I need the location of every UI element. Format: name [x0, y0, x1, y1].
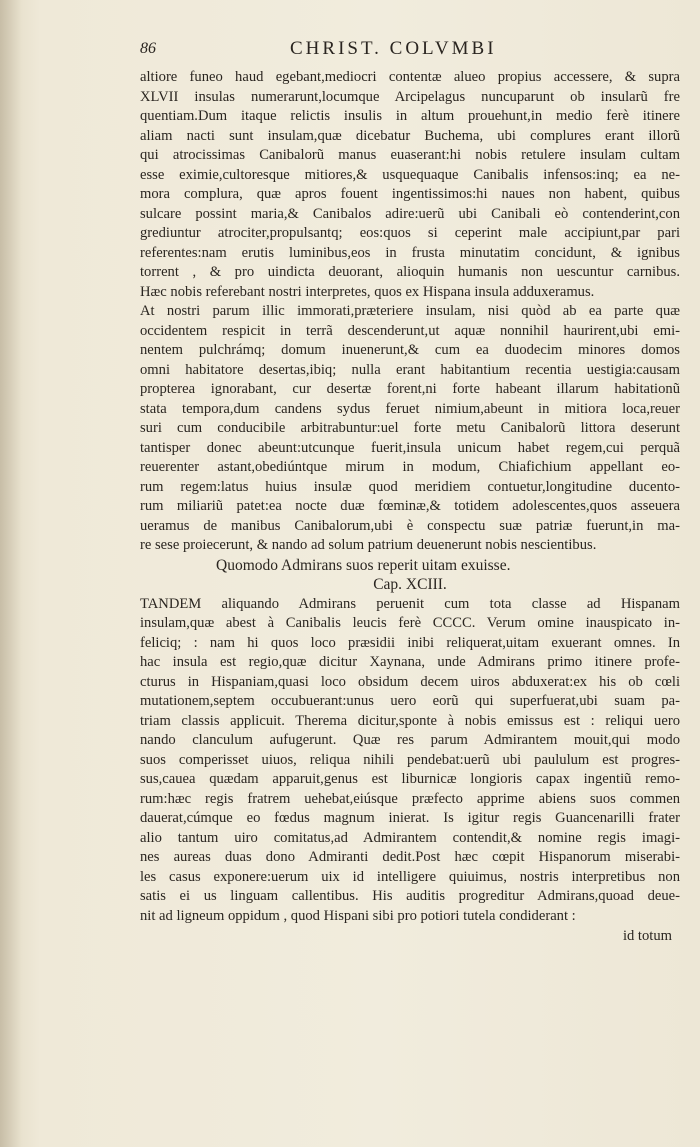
chapter-title: Quomodo Admirans suos reperit uitam exuisse. — [216, 556, 511, 574]
text-line: re sese proiecerunt, & nando ad solum patrium deuenerunt nobis nescientibus. — [140, 537, 597, 553]
text-line: At nostri parum illic immorati,præteriere insulam, nisi quòd ab ea parte quæ — [140, 303, 680, 319]
running-head — [140, 40, 680, 64]
text-line: quentiam.Dum itaque relictis insulis in altum prouehunt,in medio ferè itinere — [140, 108, 680, 124]
text-line: occidentem respicit in terrã descenderunt,ut aquæ nonnihil haurirent,ubi emi- — [140, 322, 680, 339]
text-line: nentem pulchrámq; domum inuenerunt,& cum ea duodecim minores domos — [140, 342, 680, 358]
catchword: id totum — [622, 928, 672, 944]
paragraph-1 — [140, 68, 680, 302]
text-block — [140, 68, 680, 946]
text-line: feliciq; : nam hi quos loco præsidii inibi reliquerat,uitam exuerant omnes. In — [140, 634, 680, 651]
text-line: dauerat,cúmque eo fœdus magnum inierat. Is igitur regis Guancenarilli frater — [140, 810, 680, 826]
text-line: nit ad ligneum oppidum , quod Hispani sibi pro potiori tutela condiderant : — [140, 907, 576, 924]
text-line: aliam nacti sunt insulam,quæ dicebatur Buchema, ubi complures erant illorũ — [140, 127, 680, 144]
text-line: hac insula est regio,quæ dicitur Xaynana, unde Admirans primo itinere profe- — [140, 654, 680, 670]
text-line: cturus in Hispaniam,quasi loco obsidum decem uiros abduxerat:ex his ob cœli — [140, 673, 680, 690]
text-line: ueramus de manibus Canibalorum,ubi è conspectu suæ patriæ fuerunt,in ma- — [140, 517, 680, 534]
text-line: Hæc nobis referebant nostri interpretes, quos ex Hispana insula adduxeramus. — [140, 283, 595, 300]
text-line: stata tempora,dum candens sydus feruet nimium,abeunt in mitiora loca,reuer — [140, 400, 680, 417]
text-line: les casus exponere:uerum uix id intelligere quiuimus, nostris interpretibus non — [140, 868, 680, 885]
text-line: sus,cauea quædam apparuit,genus est liburnicæ longioris capax ingentiũ remo- — [140, 771, 680, 787]
text-line: insulam,quæ abest à Canibalis leucis ferè CCCC. Verum omine inauspicato in- — [140, 615, 680, 631]
text-line: propterea ignorabant, cur desertæ forent,ni forte habeant illarum habitationũ — [140, 381, 680, 397]
page-number: 86 — [140, 40, 156, 57]
text-line: rum:hæc regis fratrem uehebat,eiúsque præfecto apprime abiens suos commen — [140, 790, 680, 807]
text-line: reuerenter astant,obediúntque mirum in modum, Chiafichium appellant eo- — [140, 459, 680, 475]
text-line: mora complura, quæ apros fouent ingentissimos:hi naues non habent, quibus — [140, 186, 680, 202]
gutter-shadow — [0, 0, 22, 1147]
text-line: tantisper donec abeunt:utcunque fuerit,insula unicum habet regem,cui perquã — [140, 439, 680, 456]
text-line: qui atrocissimas Canibalorũ manus euaserant:hi nobis retulere insulam cultam — [140, 147, 680, 163]
text-line: sulcare possint maria,& Canibalos adire:uerũ ubi Canibali eò contenderint,con — [140, 205, 680, 222]
text-line: suri cum conducibile arbitrabuntur:uel forte metu Canibalorũ littora deserunt — [140, 420, 680, 436]
text-line: nes aureas duas dono Admiranti dedit.Post hæc cœpit Hispanorum miserabi- — [140, 849, 680, 865]
text-line: esse eximie,cultoresque mitiores,& usquequaque Canibalis infensos:inq; ea ne- — [140, 166, 680, 183]
text-line: triam classis applicuit. Therema dicitur,sponte à nobis emissus est : reliqui uero — [140, 712, 680, 729]
text-line: grediuntur atrociter,propulsantq; eos:quos si ceperint male accipiunt,par pari — [140, 225, 680, 241]
paragraph-3 — [140, 595, 680, 927]
text-line: alio tantum uiro comitatus,ad Admirantem contendit,& nomine regis imagi- — [140, 829, 680, 846]
text-line: mutationem,septem occubuerant:unus uero eorũ qui superfuerat,ubi suam pa- — [140, 693, 680, 709]
text-line: XLVII insulas numerarunt,locumque Arcipelagus nuncuparunt ob insularũ fre — [140, 88, 680, 105]
text-line: rum miliariũ patet:ea nocte duæ fœminæ,& totidem adolescentes,quos asseuera — [140, 498, 680, 514]
paragraph-2 — [140, 302, 680, 556]
text-line: satis ei us linguam callentibus. His auditis progreditur Admirans,quoad deue- — [140, 888, 680, 904]
running-title: CHRIST. COLVMBI — [290, 38, 497, 59]
text-line: nando clanculum aufugerunt. Quæ res parum Admirantem mouit,qui modo — [140, 732, 680, 748]
text-line: altiore funeo haud egebant,mediocri contentæ alueo propius accessere, & supra — [140, 69, 680, 85]
text-line: TANDEM aliquando Admirans peruenit cum tota classe ad Hispanam — [140, 595, 680, 612]
text-line: omni habitatore desertas,ibiq; nulla erant habitantium recentia uestigia:causam — [140, 361, 680, 378]
text-line: referentes:nam erutis luminibus,eos in frusta minutatim concidunt, & ignibus — [140, 244, 680, 261]
chapter-number: Cap. XCIII. — [373, 576, 447, 593]
text-line: torrent , & pro uindicta deuorant, alioquin humanis non uescuntur carnibus. — [140, 264, 680, 280]
text-line: suos comperisset uiuos, reliqua nihili pendebat:uerũ ubi paululum est progres- — [140, 751, 680, 768]
text-line: rum regem:latus huius insulæ quod meridiem contuetur,longitudine ducento- — [140, 478, 680, 495]
